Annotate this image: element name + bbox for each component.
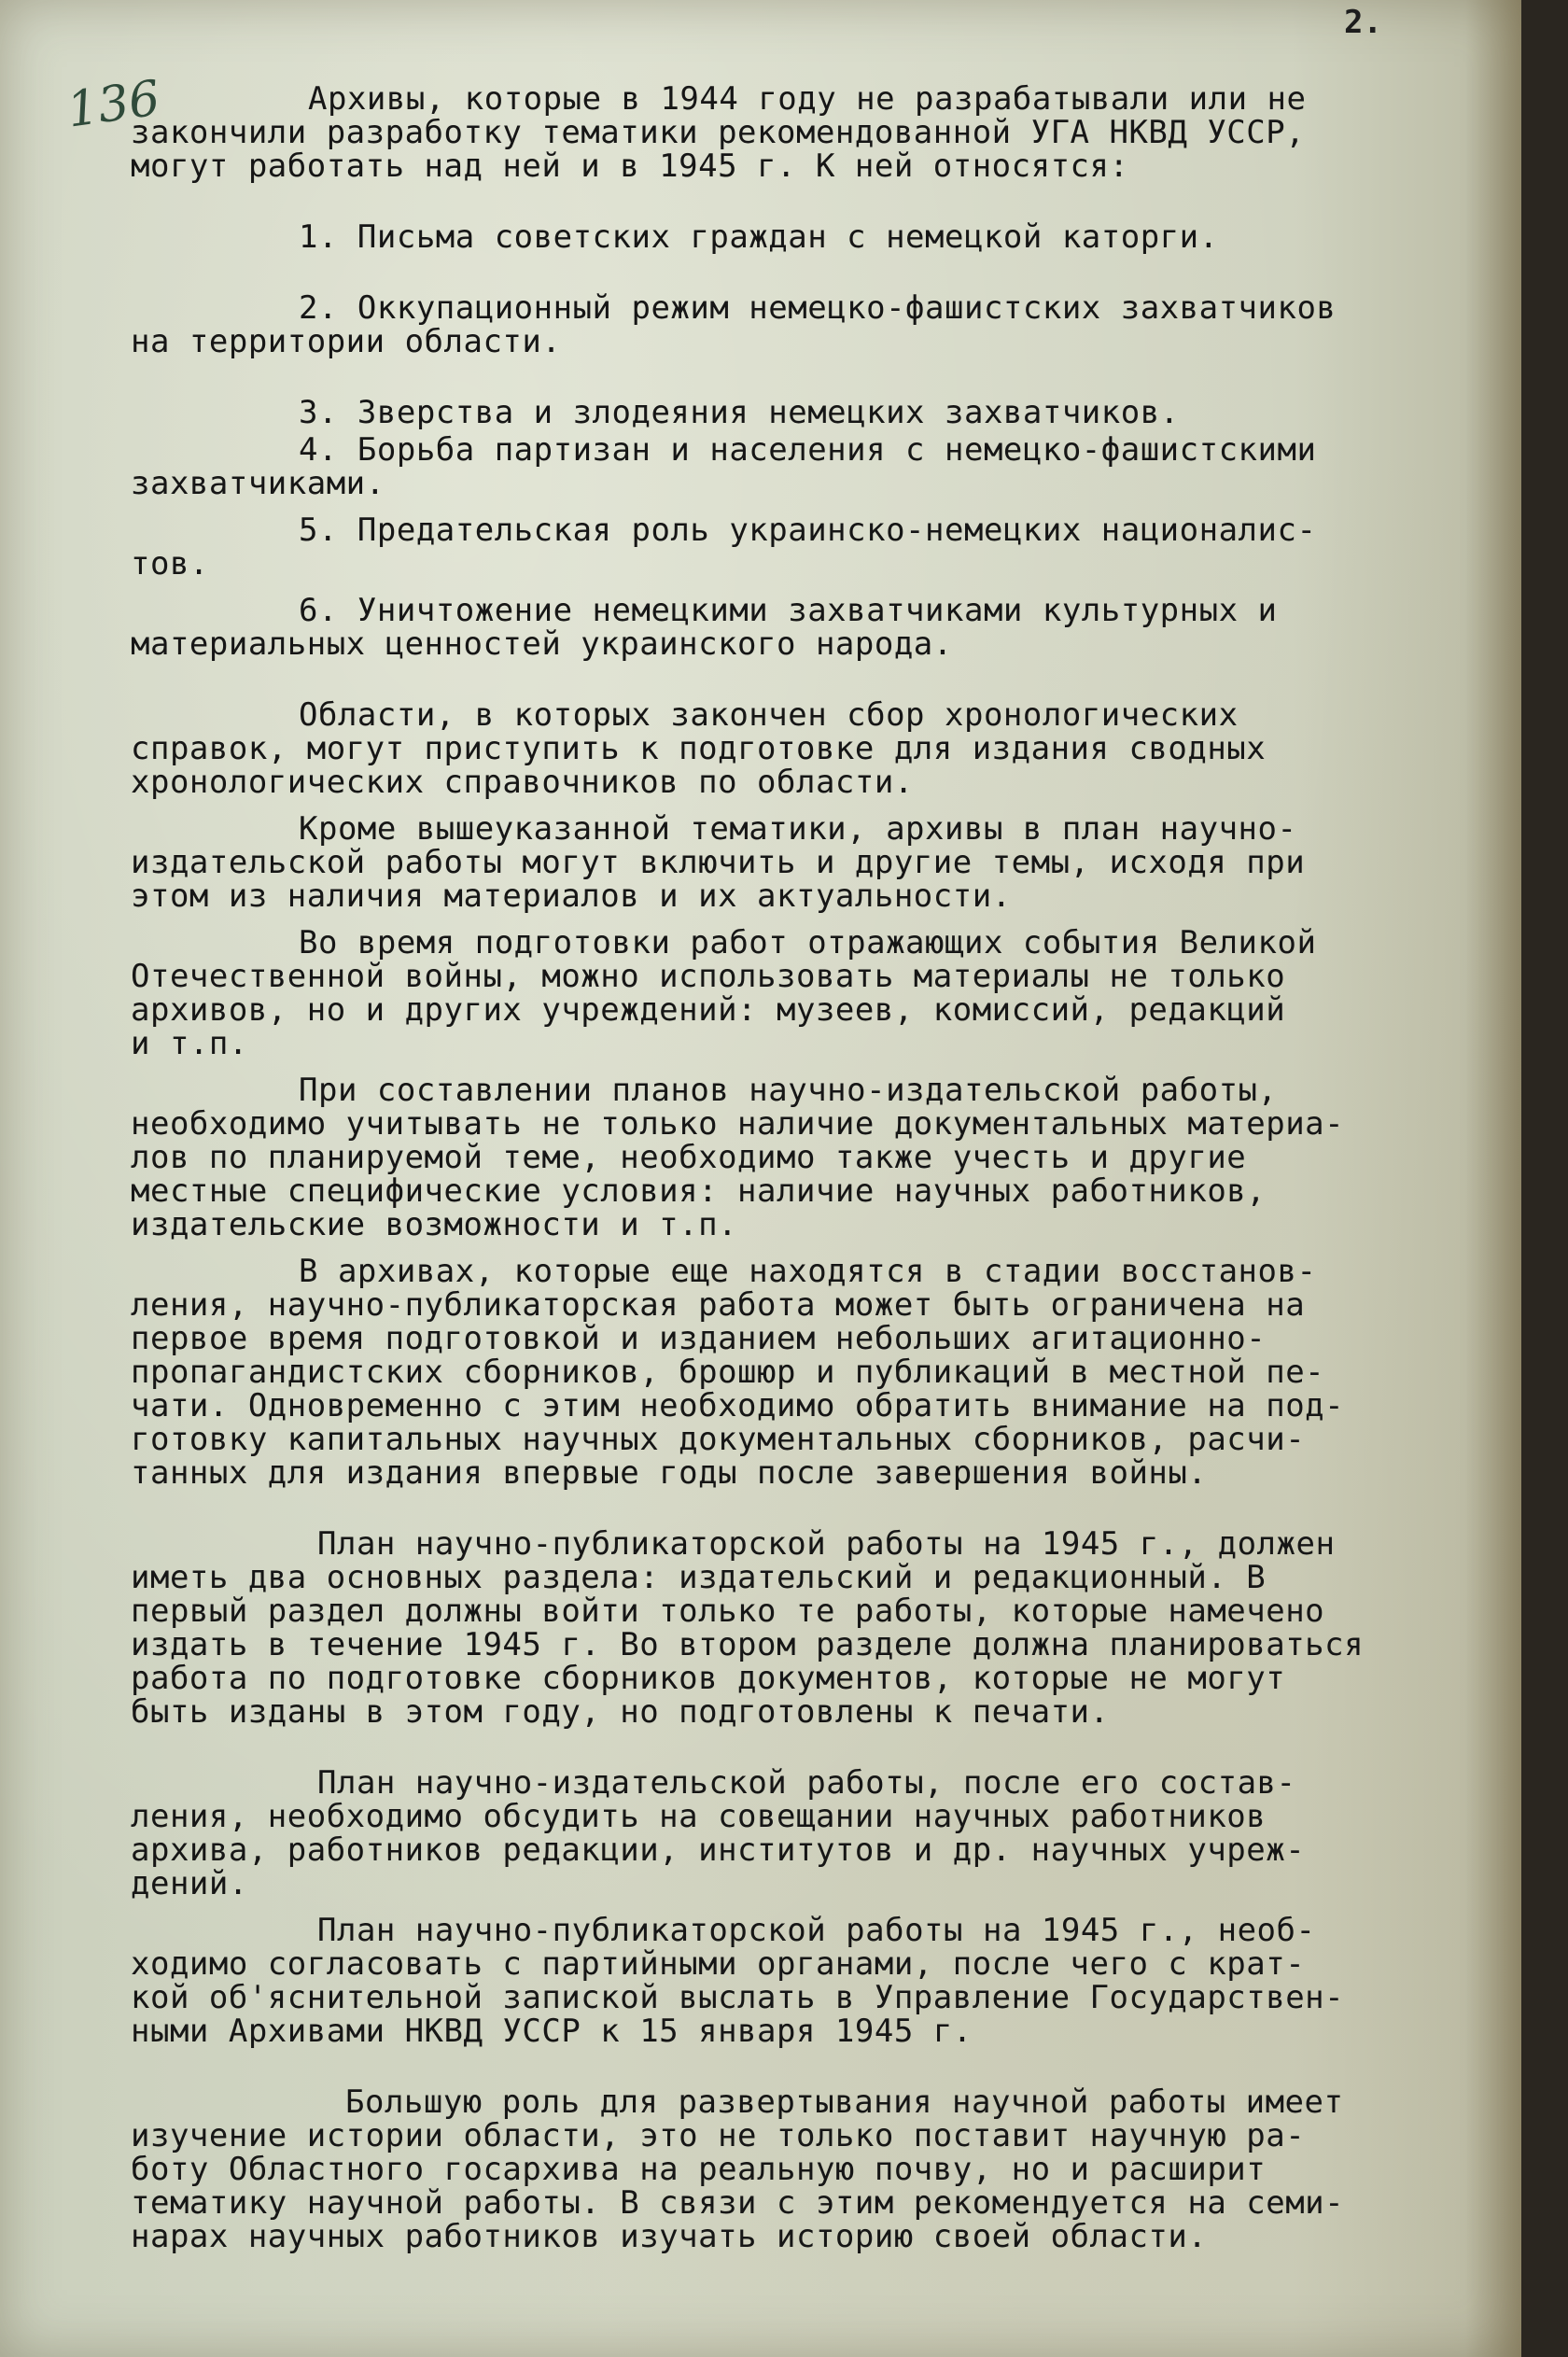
text-line: тов. (131, 545, 209, 582)
text-line: План научно-публикаторской работы на 1945 г., необ- (317, 1912, 1316, 1949)
text-line: Кроме вышеуказанной тематики, архивы в план научно- (299, 810, 1297, 848)
text-line: лов по планируемой теме, необходимо также учесть и другие (131, 1139, 1247, 1176)
text-line: 3. Зверства и злодеяния немецких захватчиков. (299, 394, 1180, 431)
text-line: 4. Борьба партизан и населения с немецко-фашистскими (299, 431, 1317, 469)
topic-item (131, 594, 1484, 661)
text-line: ления, необходимо обсудить на совещании научных работников (131, 1798, 1267, 1835)
text-line: пропагандистских сборников, брошюр и публикаций в местной пе- (131, 1354, 1325, 1391)
text-line: чати. Одновременно с этим необходимо обратить внимание на под- (131, 1387, 1345, 1424)
text-line: этом из наличия материалов и их актуальности. (131, 877, 1012, 915)
text-line: справок, могут приступить к подготовке для издания сводных (131, 730, 1267, 767)
body-paragraph (131, 1527, 1484, 1729)
archive-folio-mark: 136 (63, 70, 163, 139)
text-line: нарах научных работников изучать историю своей области. (131, 2218, 1208, 2255)
topic-item (131, 513, 1484, 581)
text-line: могут работать над ней и в 1945 г. К ней относятся: (131, 147, 1129, 185)
text-line: В архивах, которые еще находятся в стадии восстанов- (299, 1253, 1317, 1290)
text-line: работа по подготовке сборников документов, которые не могут (131, 1660, 1286, 1697)
text-line: Во время подготовки работ отражающих события Великой (299, 924, 1317, 961)
text-line: Архивы, которые в 1944 году не разрабатывали или не (308, 80, 1307, 118)
text-line: изучение истории области, это не только поставит научную ра- (131, 2117, 1306, 2154)
text-line: 1. Письма советских граждан с немецкой каторги. (299, 218, 1219, 256)
text-line: тематику научной работы. В связи с этим рекомендуется на семи- (131, 2184, 1345, 2222)
text-line: 6. Уничтожение немецкими захватчиками культурных и (299, 592, 1278, 629)
text-line: первый раздел должны войти только те работы, которые намечено (131, 1592, 1325, 1630)
text-line: и т.п. (131, 1025, 248, 1062)
topic-item (131, 220, 1484, 254)
body-paragraph (131, 812, 1484, 913)
text-line: ными Архивами НКВД УССР к 15 января 1945 г. (131, 2013, 973, 2050)
intro-paragraph (131, 82, 1484, 183)
body-paragraph (131, 1766, 1484, 1901)
text-line: издать в течение 1945 г. Во втором разделе должна планироваться (131, 1626, 1365, 1663)
text-line: хронологических справочников по области. (131, 764, 914, 801)
text-line: на территории области. (131, 323, 562, 360)
text-line: ходимо согласовать с партийными органами, после чего с крат- (131, 1945, 1306, 1983)
text-line: иметь два основных раздела: издательский и редакционный. В (131, 1559, 1267, 1596)
text-line: архива, работников редакции, институтов и др. научных учреж- (131, 1831, 1306, 1869)
text-line: План научно-публикаторской работы на 1945 г., должен (317, 1525, 1336, 1563)
text-line: дений. (131, 1865, 248, 1902)
text-line: издательской работы могут включить и другие темы, исходя при (131, 844, 1306, 881)
text-line: материальных ценностей украинского народа. (131, 625, 953, 663)
text-line: готовку капитальных научных документальных сборников, расчи- (131, 1421, 1306, 1458)
topic-item (131, 291, 1484, 358)
text-line: Большую роль для развертывания научной работы имеет (345, 2083, 1344, 2121)
text-line: архивов, но и других учреждений: музеев, комиссий, редакций (131, 991, 1286, 1029)
text-line: танных для издания впервые годы после завершения войны. (131, 1454, 1208, 1492)
body-paragraph (131, 1255, 1484, 1490)
text-line: местные специфические условия: наличие научных работников, (131, 1172, 1267, 1210)
body-paragraph (131, 2085, 1484, 2253)
text-line: кой об'яснительной запиской выслать в Управление Государствен- (131, 1979, 1345, 2016)
text-line: захватчиками. (131, 465, 385, 502)
topic-item (131, 396, 1484, 429)
text-line: первое время подготовкой и изданием небольших агитационно- (131, 1320, 1267, 1357)
text-line: 5. Предательская роль украинско-немецких националис- (299, 512, 1317, 549)
topic-item (131, 433, 1484, 500)
text-line: закончили разработку тематики рекомендованной УГА НКВД УССР, (131, 114, 1306, 151)
body-paragraph (131, 1914, 1484, 2048)
text-line: необходимо учитывать не только наличие документальных материа- (131, 1105, 1345, 1143)
text-line: Отечественной войны, можно использовать материалы не только (131, 958, 1286, 995)
text-line: ления, научно-публикаторская работа может быть ограничена на (131, 1286, 1306, 1324)
text-line: 2. Оккупационный режим немецко-фашистских захватчиков (299, 289, 1337, 327)
body-paragraph (131, 1073, 1484, 1242)
topic-list (131, 220, 1484, 661)
text-line: издательские возможности и т.п. (131, 1206, 738, 1243)
text-line: Области, в которых закончен сбор хронологических (299, 696, 1239, 734)
text-line: При составлении планов научно-издательской работы, (299, 1072, 1278, 1109)
text-line: План научно-издательской работы, после его состав- (317, 1764, 1296, 1802)
document-body (131, 82, 1484, 2266)
text-line: быть изданы в этом году, но подготовлены к печати. (131, 1693, 1110, 1731)
page-number: 2. (1344, 4, 1382, 41)
body-paragraph (131, 926, 1484, 1060)
text-line: боту Областного госархива на реальную почву, но и расширит (131, 2151, 1267, 2188)
body-paragraph (131, 698, 1484, 799)
